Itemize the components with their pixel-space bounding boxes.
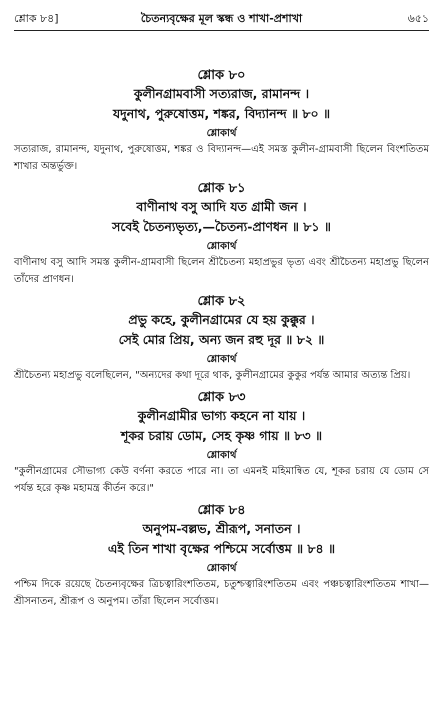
verse-line: সবেই চৈতন্যভৃত্য,—চৈতন্য-প্রাণধন ॥ ৮১ ॥ — [112, 219, 331, 234]
translation-text: "কুলীনগ্রামের সৌভাগ্য কেউ বর্ণনা করতে পারে না। তা এমনই মহিমান্বিত যে, শূকর চরায় যে ডোম সে পর্যন্ত হরে কৃষ্ণ মহামন্ত্র কীর্তন করে।" — [14, 466, 429, 494]
verse-line: সেই মোর প্রিয়, অন্য জন রহু দূর ॥ ৮২ ॥ — [118, 332, 325, 347]
verse-line: বাণীনাথ বসু আদি যত গ্রামী জন । — [136, 199, 307, 214]
running-header — [14, 10, 429, 30]
header-rule — [14, 30, 429, 31]
verse-line: যদুনাথ, পুরুষোত্তম, শঙ্কর, বিদ্যানন্দ ॥ ৮০ ॥ — [112, 106, 331, 121]
verse-line: শূকর চরায় ডোম, সেহ কৃষ্ণ গায় ॥ ৮৩ ॥ — [120, 428, 323, 443]
translation-title: শ্লোকার্থ — [206, 563, 237, 574]
verse-line: এই তিন শাখা বৃক্ষের পশ্চিমে সর্বোত্তম ॥ ৮৪ ॥ — [107, 541, 336, 556]
translation-text: সত্যরাজ, রামানন্দ, যদুনাথ, পুরুষোত্তম, শঙ্কর ও বিদ্যানন্দ—এই সমস্ত কুলীন-গ্রামবাসী ছিলেন বিংশতিতম শাখার অন্তর্ভুক্ত। — [14, 144, 429, 172]
verse-title: শ্লোক ৮৪ — [197, 503, 246, 518]
verse-title: শ্লোক ৮৩ — [197, 390, 246, 405]
translation-title: শ্লোকার্থ — [206, 128, 237, 139]
translation-text: বাণীনাথ বসু আদি সমস্ত কুলীন-গ্রামবাসী ছিলেন শ্রীচৈতন্য মহাপ্রভুর ভৃত্য এবং শ্রীচৈতন্য মহাপ্রভু ছিলেন তাঁদের প্রাণধন। — [14, 257, 429, 285]
verse-line: প্রভু কহে, কুলীনগ্রামের যে হয় কুক্কুর । — [128, 312, 315, 327]
page-content — [14, 64, 429, 616]
header-verse-ref: শ্লোক ৮৪] — [14, 12, 59, 25]
verse-block — [14, 68, 429, 175]
verse-block — [14, 181, 429, 288]
verse-line: কুলীনগ্রামীর ভাগ্য কহনে না যায় । — [137, 408, 306, 423]
translation-text: পশ্চিম দিকে রয়েছে চৈতন্যবৃক্ষের ত্রিচত্বারিংশতিতম, চতুশ্চত্বারিংশতিতম এবং পঞ্চচত্বারিংশতিতম শাখা—শ্রীসনাতন, শ্রীরূপ ও অনুপম। তাঁরা ছিলেন সর্বোত্তম। — [14, 579, 429, 607]
verse-line: অনুপম-বল্লভ, শ্রীরূপ, সনাতন । — [142, 521, 301, 536]
translation-title: শ্লোকার্থ — [206, 450, 237, 461]
verse-title: শ্লোক ৮২ — [197, 294, 246, 309]
verse-block — [14, 294, 429, 384]
translation-title: শ্লোকার্থ — [206, 354, 237, 365]
verse-block — [14, 390, 429, 497]
verse-title: শ্লোক ৮০ — [197, 68, 246, 83]
verse-block — [14, 503, 429, 610]
verse-title: শ্লোক ৮১ — [197, 181, 246, 196]
translation-title: শ্লোকার্থ — [206, 241, 237, 252]
header-title: চৈতন্যবৃক্ষের মূল স্কন্ধ ও শাখা-প্রশাখা — [140, 12, 303, 25]
page-number: ৬৫১ — [407, 12, 429, 25]
translation-text: শ্রীচৈতন্য মহাপ্রভু বলেছিলেন, "অন্যদের কথা দূরে থাক, কুলীনগ্রামের কুকুর পর্যন্ত আমার অত্যন্ত প্রিয়। — [14, 370, 411, 381]
verse-line: কুলীনগ্রামবাসী সত্যরাজ, রামানন্দ । — [133, 86, 310, 101]
